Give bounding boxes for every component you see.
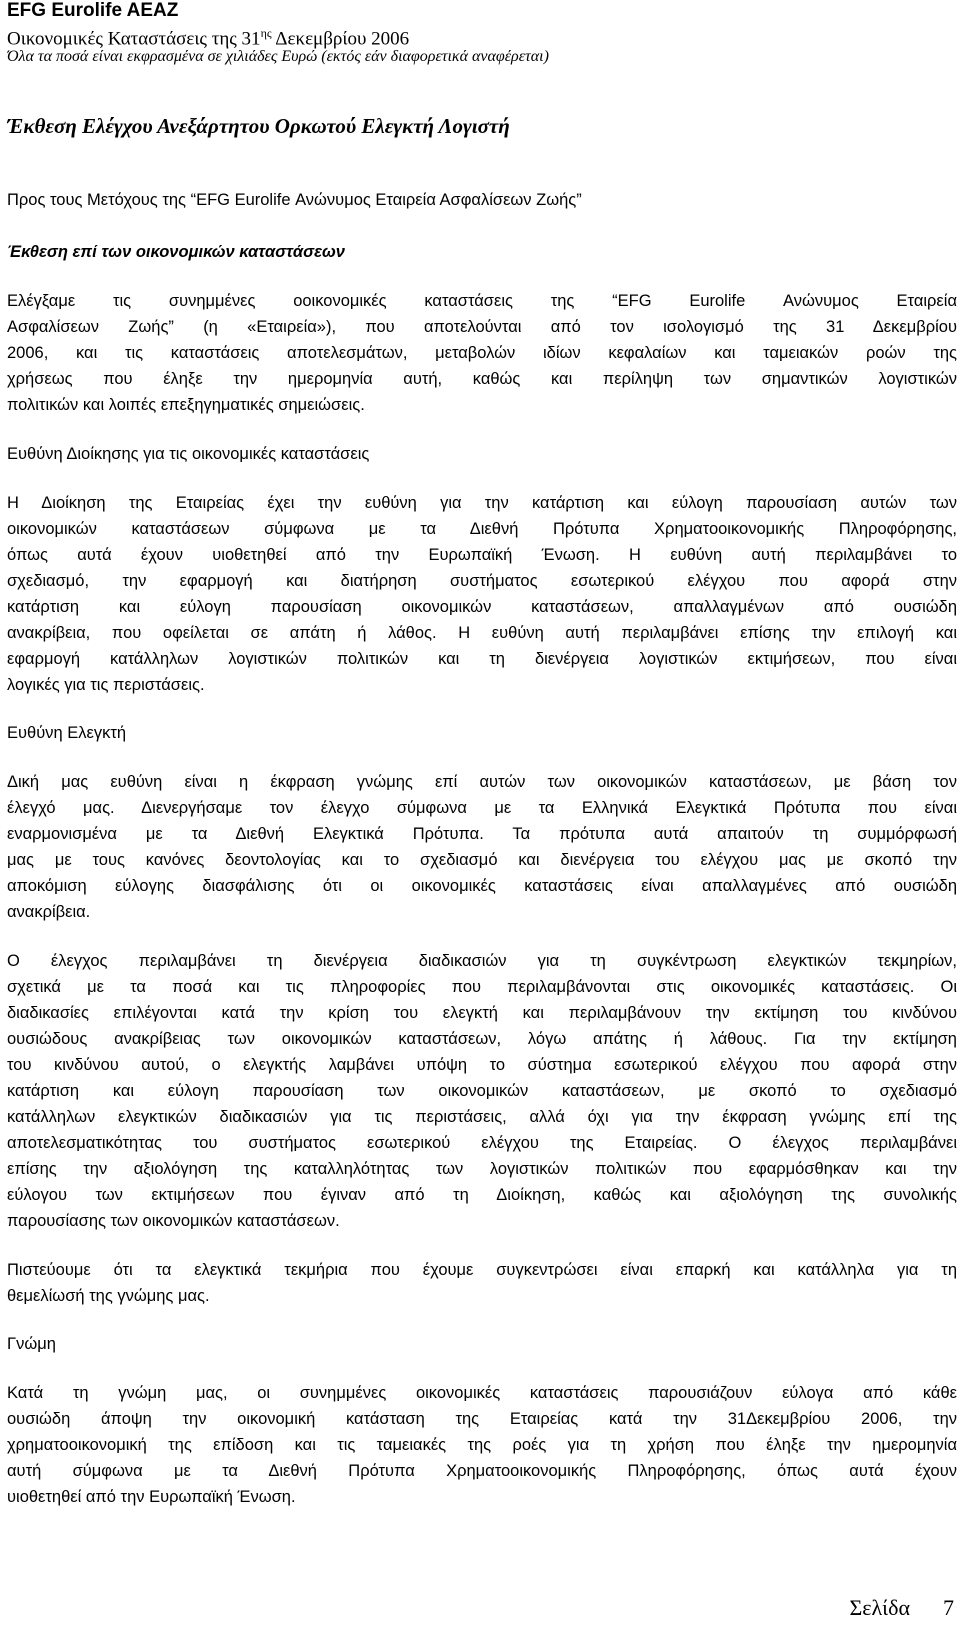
company-name: EFG Eurolife AEAZ — [7, 0, 179, 21]
section-heading-opinion: Γνώμη — [7, 1335, 56, 1353]
procedures-line: εύλογου των εκτιμήσεων που έγιναν από τη Διοίκηση, καθώς και αξιολόγηση της συνολικής — [7, 1186, 957, 1204]
mgmt-line: όπως αυτά έχουν υιοθετηθεί από την Ευρωπαϊκή Ένωση. Η ευθύνη αυτή περιλαμβάνει το — [7, 546, 957, 564]
intro-line: χρήσεως που έληξε την ημερομηνία αυτή, καθώς και περίληψη των σημαντικών λογιστικών — [7, 370, 957, 388]
amounts-note: Όλα τα ποσά είναι εκφρασμένα σε χιλιάδες Ευρώ (εκτός εάν διαφορετικά αναφέρεται) — [7, 48, 549, 65]
opinion-line: ουσιώδη άποψη την οικονομική κατάσταση της Εταιρείας κατά την 31Δεκεμβρίου 2006, την — [7, 1410, 957, 1428]
procedures-line: ουσιώδους ανακρίβειας των οικονομικών καταστάσεων, λόγω απάτης ή λάθους. Για την εκτίμηση — [7, 1030, 957, 1048]
opinion-line: χρηματοοικονομική της επίδοση και τις ταμειακές της ροές για τη χρήση που έληξε την ημερομηνία — [7, 1436, 957, 1454]
auditor-line: ανακρίβεια. — [7, 903, 91, 921]
statements-period-month: Δεκεμβρίου 2006 — [271, 28, 410, 50]
mgmt-line: λογικές για τις περιστάσεις. — [7, 676, 205, 694]
opinion-line: Κατά τη γνώμη μας, οι συνημμένες οικονομικές καταστάσεις παρουσιάζουν εύλογα από κάθε — [7, 1384, 957, 1402]
mgmt-line: Η Διοίκηση της Εταιρείας έχει την ευθύνη για την κατάρτιση και εύλογη παρουσίαση αυτών των — [7, 494, 957, 512]
intro-line: Ελέγξαμε τις συνημμένες οοικονομικές καταστάσεις της “EFG Eurolife Ανώνυμος Εταιρεία — [7, 292, 957, 310]
belief-line: Πιστεύουμε ότι τα ελεγκτικά τεκμήρια που έχουμε συγκεντρώσει είναι επαρκή και κατάλληλα για τη — [7, 1261, 957, 1279]
procedures-line: κατάρτιση και εύλογη παρουσίαση των οικονομικών καταστάσεων, με σκοπό το σχεδιασμό — [7, 1082, 957, 1100]
report-title: Έκθεση Ελέγχου Ανεξάρτητου Ορκωτού Ελεγκτή Λογιστή — [7, 114, 510, 138]
intro-line: Ασφαλίσεων Ζωής” (η «Εταιρεία»), που αποτελούνται από τον ισολογισμό της 31 Δεκεμβρίου — [7, 318, 957, 336]
statements-period-text: Οικονομικές Καταστάσεις της 31 — [7, 28, 261, 50]
opinion-line: αυτή σύμφωνα με τα Διεθνή Πρότυπα Χρηματοοικονομικής Πληροφόρησης, όπως αυτά έχουν — [7, 1462, 957, 1480]
opinion-line: υιοθετηθεί από την Ευρωπαϊκή Ένωση. — [7, 1488, 296, 1506]
page-footer — [849, 1594, 954, 1622]
section-heading-auditor: Ευθύνη Ελεγκτή — [7, 724, 127, 742]
auditor-line: Δική μας ευθύνη είναι η έκφραση γνώμης επί αυτών των οικονομικών καταστάσεων, με βάση τον — [7, 773, 957, 791]
procedures-line: σχετικά με τα ποσά και τις πληροφορίες που περιλαμβάνονται στις οικονομικές καταστάσεις. Οι — [7, 978, 957, 996]
auditor-line: έλεγχό μας. Διενεργήσαμε τον έλεγχο σύμφωνα με τα Ελληνικά Ελεγκτικά Πρότυπα που είναι — [7, 799, 957, 817]
procedures-line: του κινδύνου αυτού, ο ελεγκτής λαμβάνει υπόψη το σύστημα εσωτερικού ελέγχου που αφορά στην — [7, 1056, 957, 1074]
procedures-line: κατάλληλων ελεγκτικών διαδικασιών για τις περιστάσεις, αλλά όχι για την έκφραση γνώμης επί της — [7, 1108, 957, 1126]
auditor-line: αποκόμιση εύλογης διασφάλισης ότι οι οικονομικές καταστάσεις είναι απαλλαγμένες από ουσιώδη — [7, 877, 957, 895]
section-heading-management: Ευθύνη Διοίκησης για τις οικονομικές καταστάσεις — [7, 445, 370, 463]
page-number: 7 — [943, 1595, 954, 1620]
ordinal-suffix: ης — [260, 26, 272, 40]
report-heading: Έκθεση επί των οικονομικών καταστάσεων — [7, 243, 345, 261]
procedures-line: διαδικασίες επιλέγονται κατά την κρίση του ελεγκτή και περιλαμβάνουν την εκτίμηση του κινδύνου — [7, 1004, 957, 1022]
auditor-line: μας με τους κανόνες δεοντολογίας και το σχεδιασμό και διενέργεια του ελέγχου μας με σκοπό την — [7, 851, 957, 869]
procedures-line: αποτελεσματικότητας του συστήματος εσωτερικού ελέγχου της Εταιρείας. Ο έλεγχος περιλαμβάνει — [7, 1134, 957, 1152]
page-label: Σελίδα — [849, 1595, 910, 1620]
mgmt-line: οικονομικών καταστάσεων σύμφωνα με τα Διεθνή Πρότυπα Χρηματοοικονομικής Πληροφόρησης, — [7, 520, 957, 538]
auditor-line: εναρμονισμένα με τα Διεθνή Ελεγκτικά Πρότυπα. Τα πρότυπα αυτά απαιτούν τη συμμόρφωσή — [7, 825, 957, 843]
intro-line: πολιτικών και λοιπές επεξηγηματικές σημειώσεις. — [7, 396, 365, 414]
procedures-line: επίσης την αξιολόγηση της καταλληλότητας των λογιστικών πολιτικών που εφαρμόσθηκαν και την — [7, 1160, 957, 1178]
mgmt-line: εφαρμογή κατάλληλων λογιστικών πολιτικών και τη διενέργεια λογιστικών εκτιμήσεων, που είναι — [7, 650, 957, 668]
intro-line: 2006, και τις καταστάσεις αποτελεσμάτων, μεταβολών ιδίων κεφαλαίων και ταμειακών ροών της — [7, 344, 957, 362]
procedures-line: παρουσίασης των οικονομικών καταστάσεων. — [7, 1212, 340, 1230]
belief-line: θεμελίωσή της γνώμης μας. — [7, 1287, 210, 1305]
mgmt-line: ανακρίβεια, που οφείλεται σε απάτη ή λάθος. Η ευθύνη αυτή περιλαμβάνει επίσης την επιλογή και — [7, 624, 957, 642]
mgmt-line: κατάρτιση και εύλογη παρουσίαση οικονομικών καταστάσεων, απαλλαγμένων από ουσιώδη — [7, 598, 957, 616]
mgmt-line: σχεδιασμό, την εφαρμογή και διατήρηση συστήματος εσωτερικού ελέγχου που αφορά στην — [7, 572, 957, 590]
procedures-line: Ο έλεγχος περιλαμβάνει τη διενέργεια διαδικασιών για τη συγκέντρωση ελεγκτικών τεκμηρίων, — [7, 952, 957, 970]
addressee: Προς τους Μετόχους της “EFG Eurolife Ανώνυμος Εταιρεία Ασφαλίσεων Ζωής” — [7, 191, 582, 209]
